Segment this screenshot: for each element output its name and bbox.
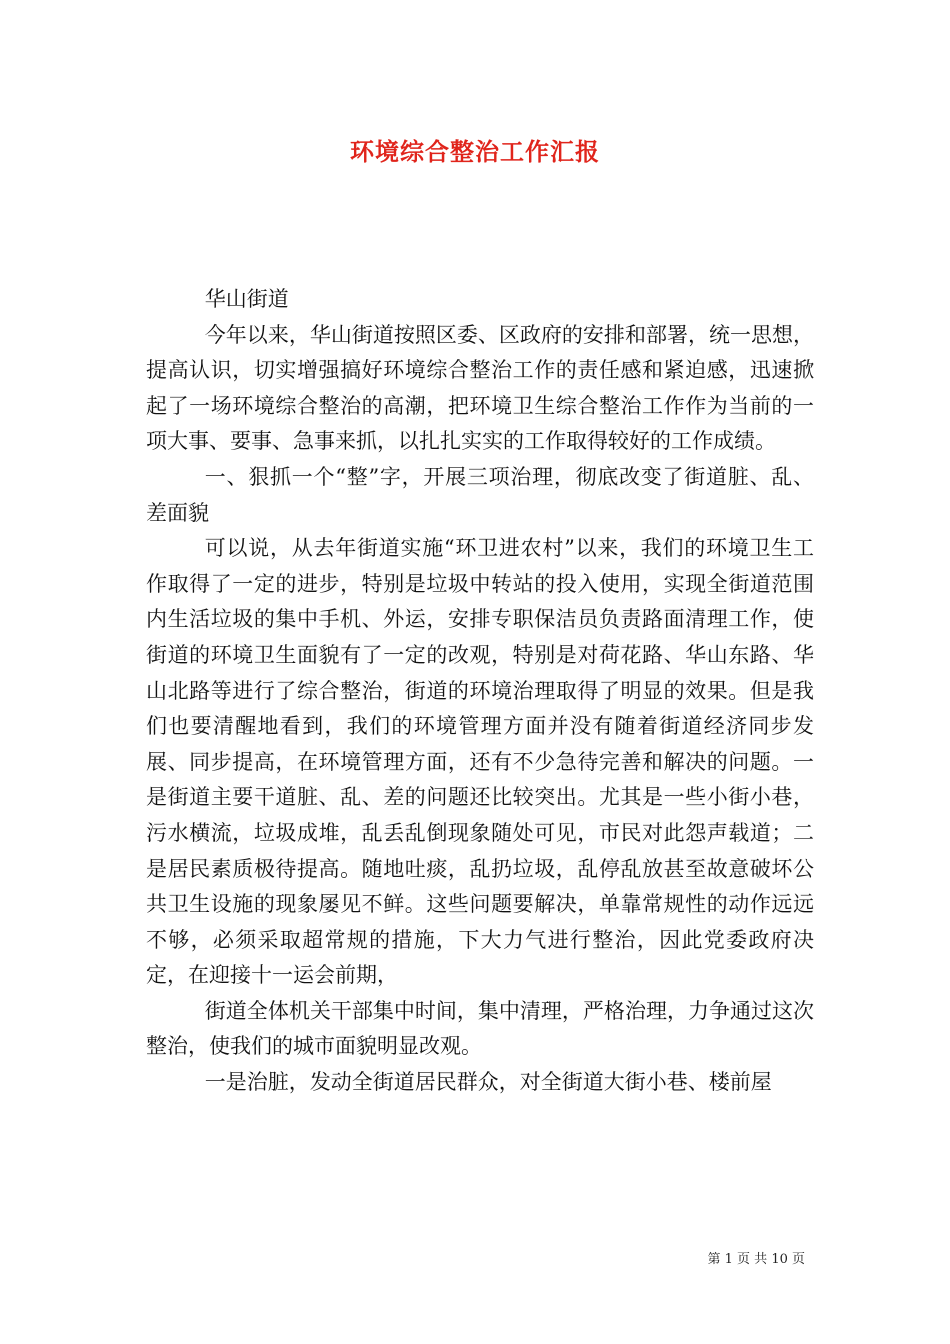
document-body bbox=[146, 282, 814, 1101]
paragraph-background: 可以说，从去年街道实施“环卫进农村”以来，我们的环境卫生工作取得了一定的进步，特别是垃圾中转站的投入使用，实现全街道范围内生活垃圾的集中手机、外运，安排专职保洁员负责路面清理工作，使街道的环境卫生面貌有了一定的改观，特别是对荷花路、华山东路、华山北路等进行了综合整治，街道的环境治理取得了明显的效果。但是我们也要清醒地看到，我们的环境管理方面并没有随着街道经济同步发展、同步提高，在环境管理方面，还有不少急待完善和解决的问题。一是街道主要干道脏、乱、差的问题还比较突出。尤其是一些小街小巷，污水横流，垃圾成堆，乱丢乱倒现象随处可见，市民对此怨声载道；二是居民素质极待提高。随地吐痰，乱扔垃圾，乱停乱放甚至故意破坏公共卫生设施的现象屡见不鲜。这些问题要解决，单靠常规性的动作远远不够，必须采取超常规的措施，下大力气进行整治，因此党委政府决定，在迎接十一运会前期， bbox=[146, 536, 814, 988]
page-footer: 第 1 页 共 10 页 bbox=[707, 1252, 805, 1267]
document-title: 环境综合整治工作汇报 bbox=[350, 137, 600, 166]
paragraph-cadres: 街道全体机关干部集中时间，集中清理，严格治理，力争通过这次整治，使我们的城市面貌明显改观。 bbox=[146, 998, 814, 1059]
paragraph-intro: 今年以来，华山街道按照区委、区政府的安排和部署，统一思想，提高认识，切实增强搞好环境综合整治工作的责任感和紧迫感，迅速掀起了一场环境综合整治的高潮，把环境卫生综合整治工作作为当前的一项大事、要事、急事来抓，以扎扎实实的工作取得较好的工作成绩。 bbox=[146, 322, 814, 454]
paragraph-measure-one: 一是治脏，发动全街道居民群众，对全街道大街小巷、楼前屋 bbox=[204, 1070, 772, 1095]
paragraph-section-heading: 一、狠抓一个“整”字，开展三项治理，彻底改变了街道脏、乱、差面貌 bbox=[146, 464, 814, 525]
paragraph-author: 华山街道 bbox=[204, 287, 289, 311]
